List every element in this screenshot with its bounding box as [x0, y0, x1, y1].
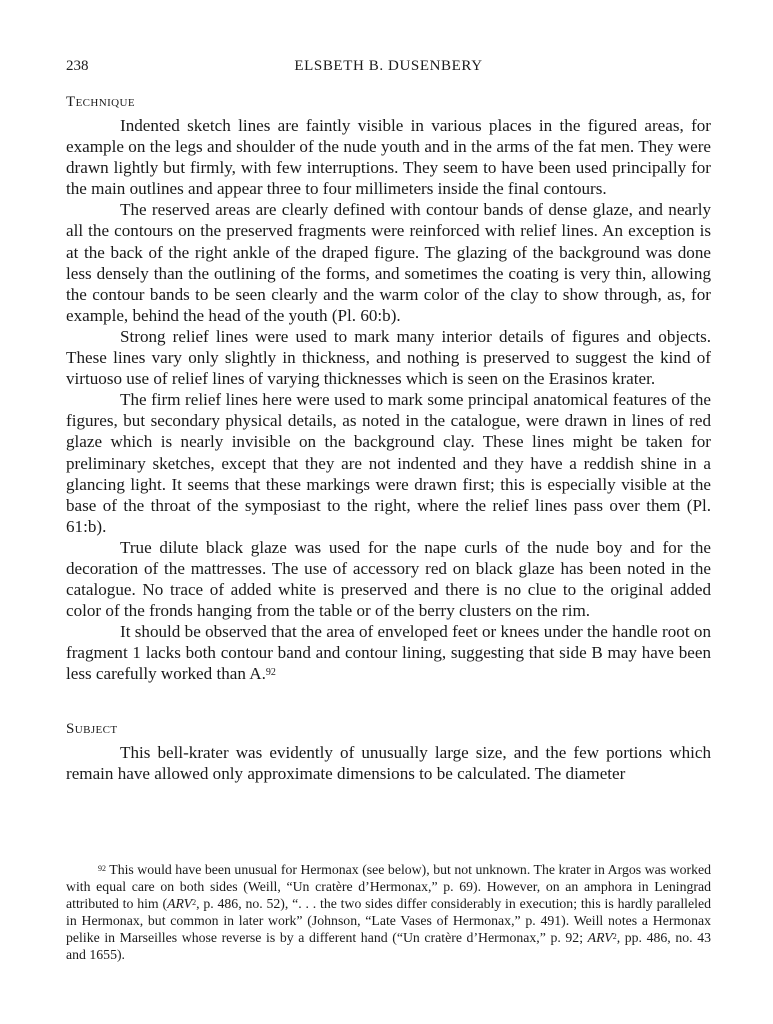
- section-title-technique: Technique: [66, 94, 135, 110]
- footnote-text-3: , pp. 486, no. 43 and 1655).: [66, 929, 711, 962]
- paragraph: True dilute black glaze was used for the nape curls of the nude boy and for the decoration of the mattresses. The use of accessory red on black glaze has been noted in the catalogue. No trace of added white is preserved and there is no clue to the original added color of the fronds hanging from the table or of the berry clusters on the rim.: [66, 537, 711, 621]
- paragraph-with-note: [66, 621, 711, 684]
- page-body: [66, 58, 711, 784]
- page-number: 238: [66, 58, 89, 74]
- paragraph: This bell-krater was evidently of unusually large size, and the few portions which remain have allowed only approximate dimensions to be calculated. The diameter: [66, 742, 711, 783]
- running-header: [66, 58, 711, 80]
- footnote-ref: 92: [265, 667, 276, 679]
- arv-abbrev: ARV: [167, 895, 193, 911]
- paragraph-text: It should be observed that the area of enveloped feet or knees under the handle root on fragment 1 lacks both contour band and contour lining, suggesting that side B may have been less carefully worked than A.: [66, 622, 711, 684]
- section-title-subject: Subject: [66, 720, 118, 737]
- footnotes: [66, 862, 711, 963]
- paragraph: The firm relief lines here were used to mark some principal anatomical features of the figures, but secondary physical details, as noted in the catalogue, were drawn in lines of red glaze which is nearly invisible on the background clay. These lines might be taken for preliminary sketches, except that they are not indented and they have a reddish shine in a glancing light. It seems that these markings were drawn first; this is especially visible at the base of the throat of the symposiast to the right, where the relief lines pass over them (Pl. 61:b).: [66, 390, 711, 536]
- footnote-92: [66, 862, 711, 963]
- paragraph: Strong relief lines were used to mark many interior details of figures and objects. These lines vary only slightly in thickness, and nothing is preserved to suggest the kind of virtuoso use of relief lines of varying thicknesses which is seen on the Erasinos krater.: [66, 326, 711, 389]
- running-head-author: ELSBETH B. DUSENBERY: [294, 58, 483, 74]
- arv-abbrev: ARV: [587, 929, 613, 945]
- paragraph: Indented sketch lines are faintly visible in various places in the figured areas, for example on the legs and shoulder of the nude youth and in the arms of the fat men. They were drawn lightly but firmly, with few interruptions. They seem to have been used principally for the main outlines and appear three to four millimeters inside the final contours.: [66, 116, 711, 199]
- footnote-text-2: , p. 486, no. 52), “. . . the two sides differ considerably in execution; this is hardly paralleled in Hermonax, but common in later work” (Johnson, “Late Vases of Hermonax,” p. 491). Weill notes a Hermonax pelike in Marseilles whose reverse is by a different hand (“Un cratère d’Hermonax,” p. 92;: [66, 895, 711, 945]
- footnote-text-1: This would have been unusual for Hermonax (see below), but not unknown. The krater in Argos was worked with equal care on both sides (Weill, “Un cratère d’Hermonax,” p. 69). However, on an amphora in Leningrad attributed to him (: [66, 862, 711, 911]
- arv-sup: 2: [612, 931, 617, 941]
- arv-sup: 2: [192, 897, 197, 907]
- footnote-number: 92: [98, 864, 106, 873]
- paragraph: The reserved areas are clearly defined with contour bands of dense glaze, and nearly all the contours on the preserved fragments were reinforced with relief lines. An exception is at the back of the right ankle of the draped figure. The glazing of the background was done less densely than the outlining of the forms, and sometimes the coating is very thin, allowing the contour bands to be seen clearly and the warm color of the clay to show through, as, for example, behind the head of the youth (Pl. 60:b).: [66, 200, 711, 325]
